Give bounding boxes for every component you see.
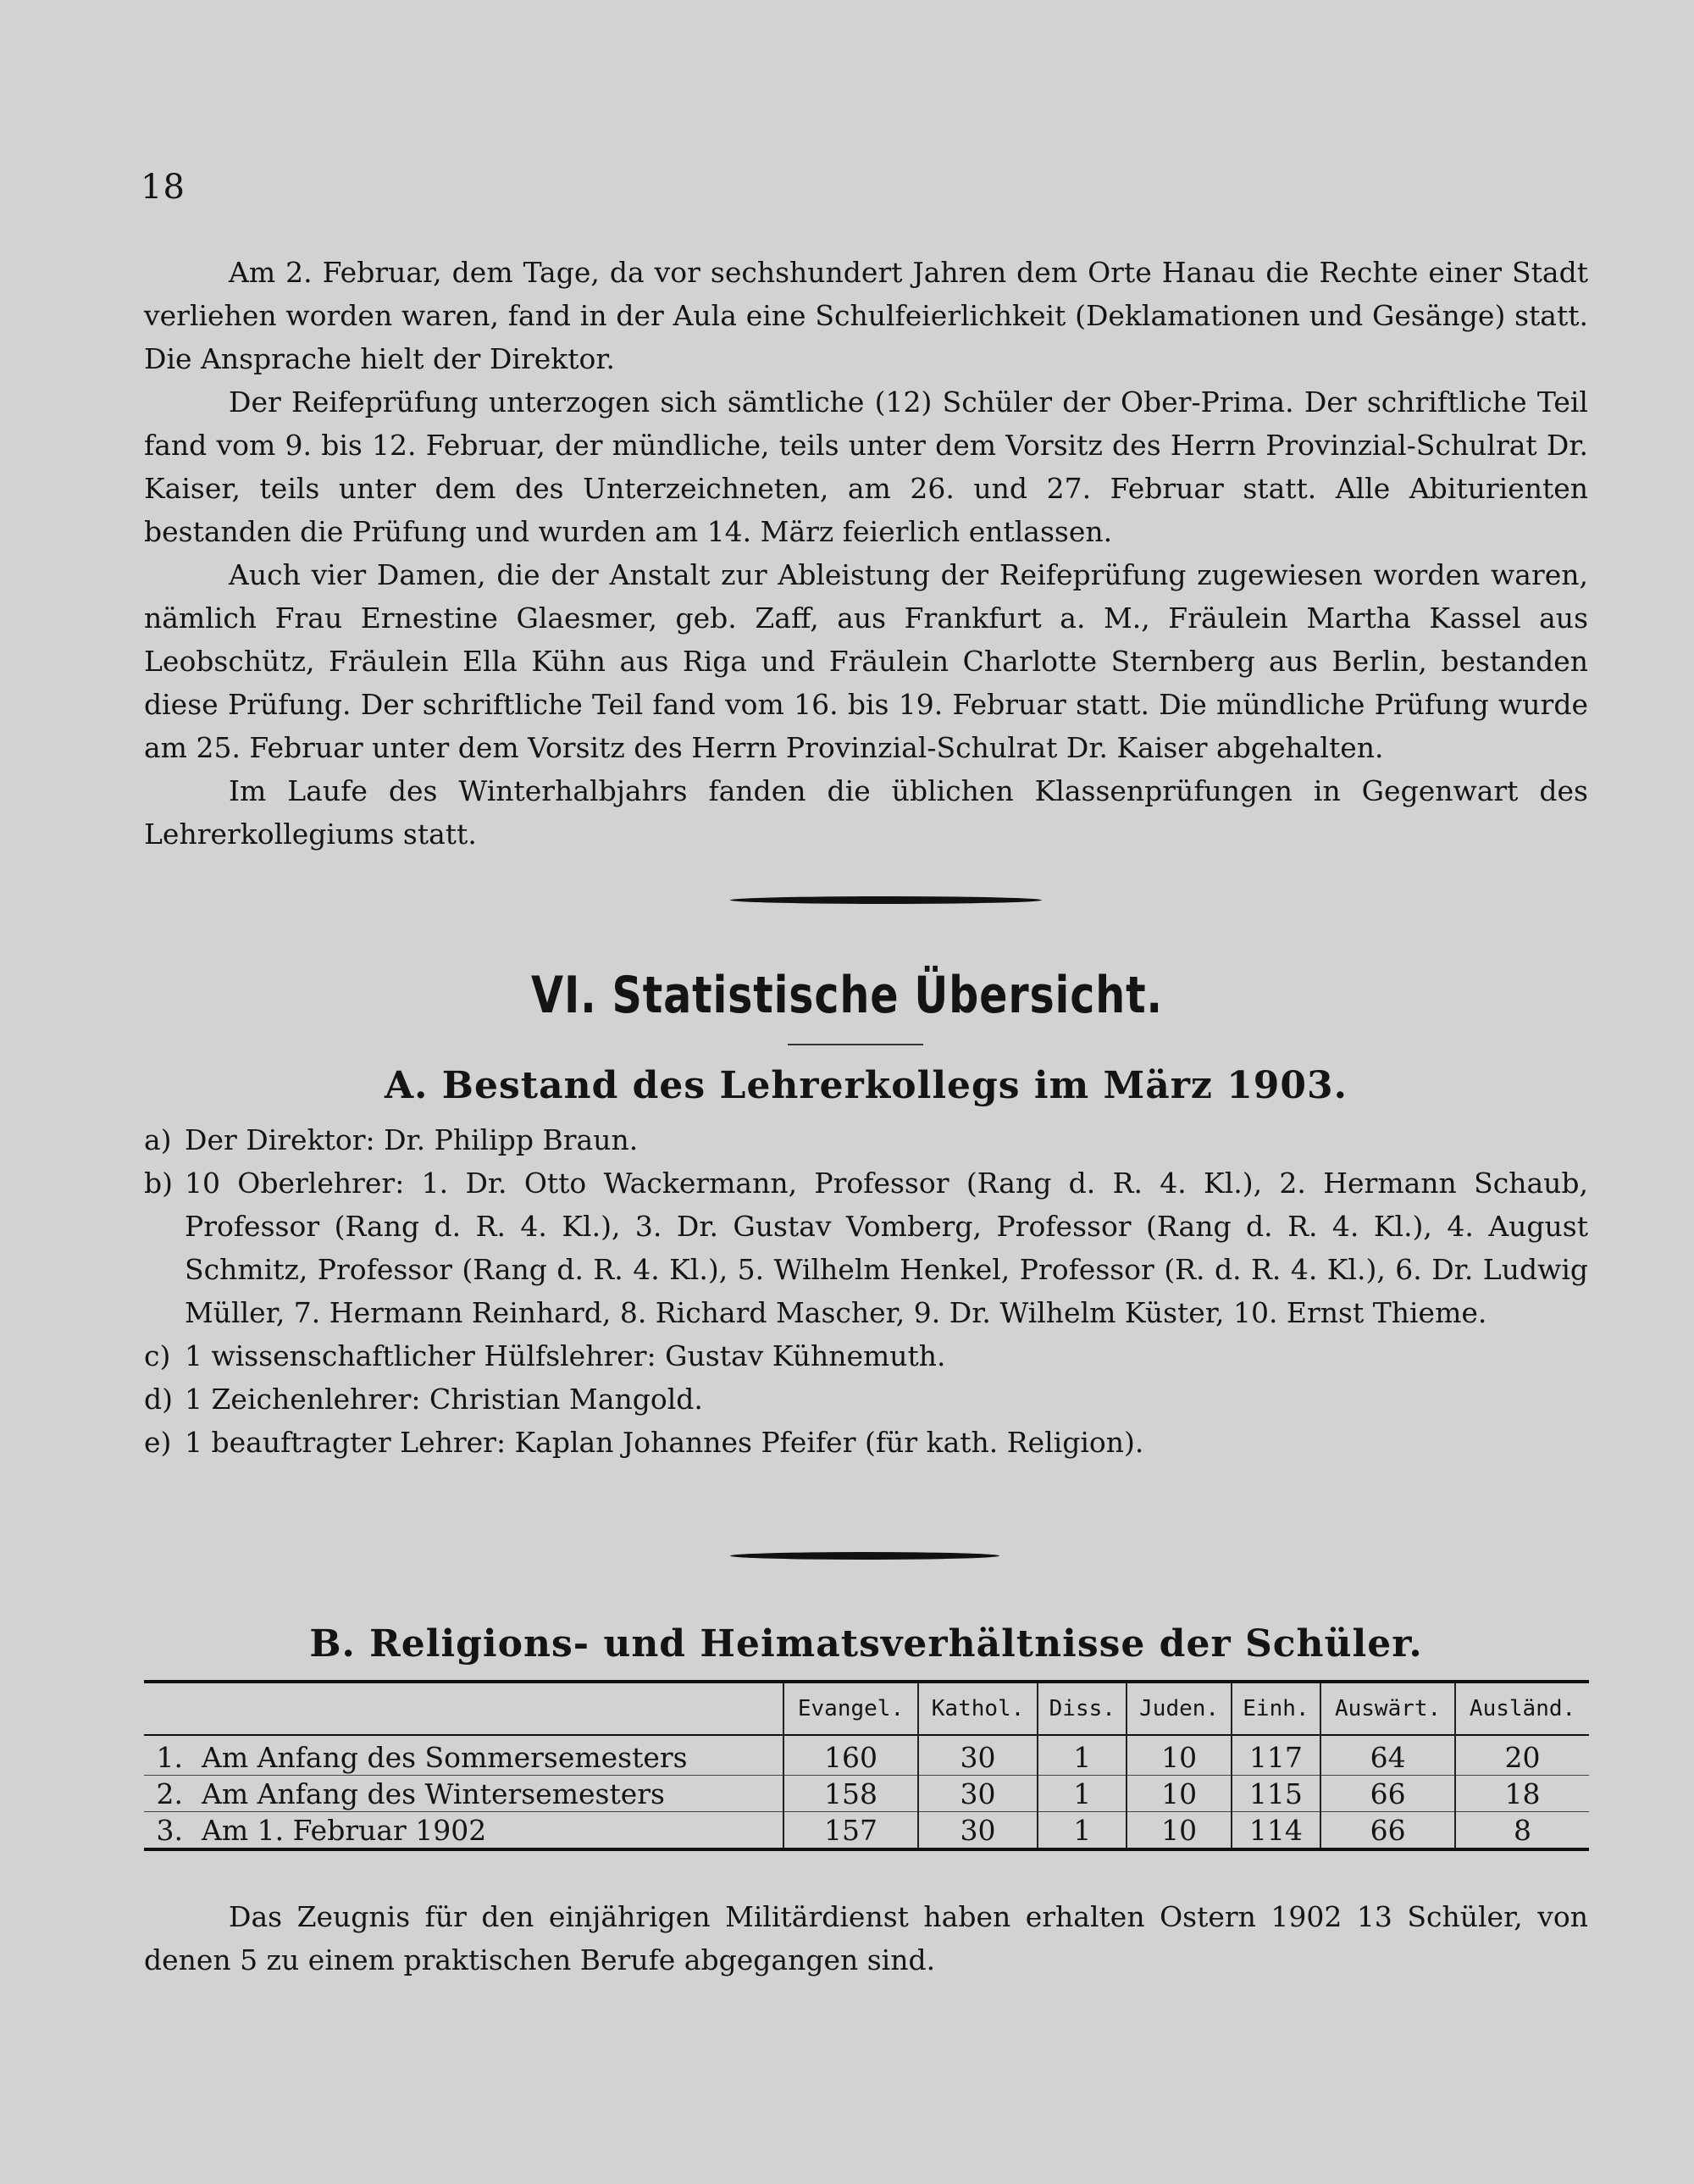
column-header: Juden. [1127, 1682, 1231, 1735]
page-number: 18 [141, 168, 185, 207]
statistics-table [144, 1680, 1589, 1851]
paragraph-founding-celebration: Am 2. Februar, dem Tage, da vor sechshundert Jahren dem Orte Hanau die Rechte einer Stadt verliehen worden waren, fand in der Aula eine Schulfeierlichkeit (Deklamationen und Gesänge) statt. Die Ansprache hielt der Direktor. [144, 256, 1588, 375]
list-item: d) 1 Zeichenlehrer: Christian Mangold. [144, 1383, 703, 1416]
faculty-list [144, 1118, 1588, 1464]
table-header-row [144, 1682, 1589, 1735]
list-item: a) Der Direktor: Dr. Philipp Braun. [144, 1123, 639, 1156]
column-header: Einh. [1232, 1682, 1320, 1735]
table-row: 1. Am Anfang des Sommersemesters 160 30 1 10 117 64 20 [144, 1735, 1589, 1776]
column-header: Evangel. [783, 1682, 918, 1735]
paragraph-women-exam: Auch vier Damen, die der Anstalt zur Ableistung der Reifeprüfung zugewiesen worden waren, nämlich Frau Ernestine Glaesmer, geb. Zaff, aus Frankfurt a. M., Fräulein Martha Kassel aus Leobschütz, Fräulein Ella Kühn aus Riga und Fräulein Charlotte Sternberg aus Berlin, bestanden diese Prüfung. Der schriftliche Teil fand vom 16. bis 19. Februar statt. Die mündliche Prüfung wurde am 25. Februar unter dem Vorsitz des Herrn Provinzial-Schulrat Dr. Kaiser abgehalten. [144, 558, 1588, 764]
column-header: Auswärt. [1320, 1682, 1455, 1735]
footnote: Das Zeugnis für den einjährigen Militärdienst haben erhalten Ostern 1902 13 Schüler, von denen 5 zu einem praktischen Berufe abgegangen sind. [144, 1900, 1588, 1976]
list-item: b) 10 Oberlehrer: 1. Dr. Otto Wackermann, Professor (Rang d. R. 4. Kl.), 2. Hermann Schaub, Professor (Rang d. R. 4. Kl.), 3. Dr. Gustav Vomberg, Professor (Rang d. R. 4. Kl.), 4. August Schmitz, Professor (Rang d. R. 4. Kl.), 5. Wilhelm Henkel, Professor (R. d. R. 4. Kl.), 6. Dr. Ludwig Müller, 7. Hermann Reinhard, 8. Richard Mascher, 9. Dr. Wilhelm Küster, 10. Ernst Thieme. [144, 1167, 1588, 1329]
column-header: Diss. [1038, 1682, 1127, 1735]
section-title: VI. Statistische Übersicht. [531, 966, 1163, 1025]
paragraph-abitur-exam: Der Reifeprüfung unterzogen sich sämtliche (12) Schüler der Ober-Prima. Der schriftliche Teil fand vom 9. bis 12. Februar, der mündliche, teils unter dem Vorsitz des Herrn Provinzial-Schulrat Dr. Kaiser, teils unter dem des Unterzeichneten, am 26. und 27. Februar statt. Alle Abiturienten bestanden die Prüfung und wurden am 14. März feierlich entlassen. [144, 385, 1588, 548]
underline-rule [788, 1044, 923, 1045]
table-row: 2. Am Anfang des Wintersemesters 158 30 1 10 115 66 18 [144, 1776, 1589, 1812]
section-a-title: A. Bestand des Lehrerkollegs im März 1903. [385, 1064, 1348, 1107]
paragraph-class-exams: Im Laufe des Winterhalbjahrs fanden die üblichen Klassenprüfungen in Gegenwart des Lehrerkollegiums statt. [144, 774, 1588, 851]
divider-rule [730, 1552, 999, 1560]
divider-rule [730, 896, 1042, 904]
intro-text [144, 251, 1588, 856]
section-b-title: B. Religions- und Heimatsverhältnisse der Schüler. [309, 1622, 1423, 1666]
list-item: e) 1 beauftragter Lehrer: Kaplan Johannes Pfeifer (für kath. Religion). [144, 1426, 1144, 1459]
table-row: 3. Am 1. Februar 1902 157 30 1 10 114 66 8 [144, 1812, 1589, 1850]
column-header: Kathol. [918, 1682, 1038, 1735]
list-item: c) 1 wissenschaftlicher Hülfslehrer: Gustav Kühnemuth. [144, 1339, 946, 1372]
column-header: Ausländ. [1455, 1682, 1589, 1735]
